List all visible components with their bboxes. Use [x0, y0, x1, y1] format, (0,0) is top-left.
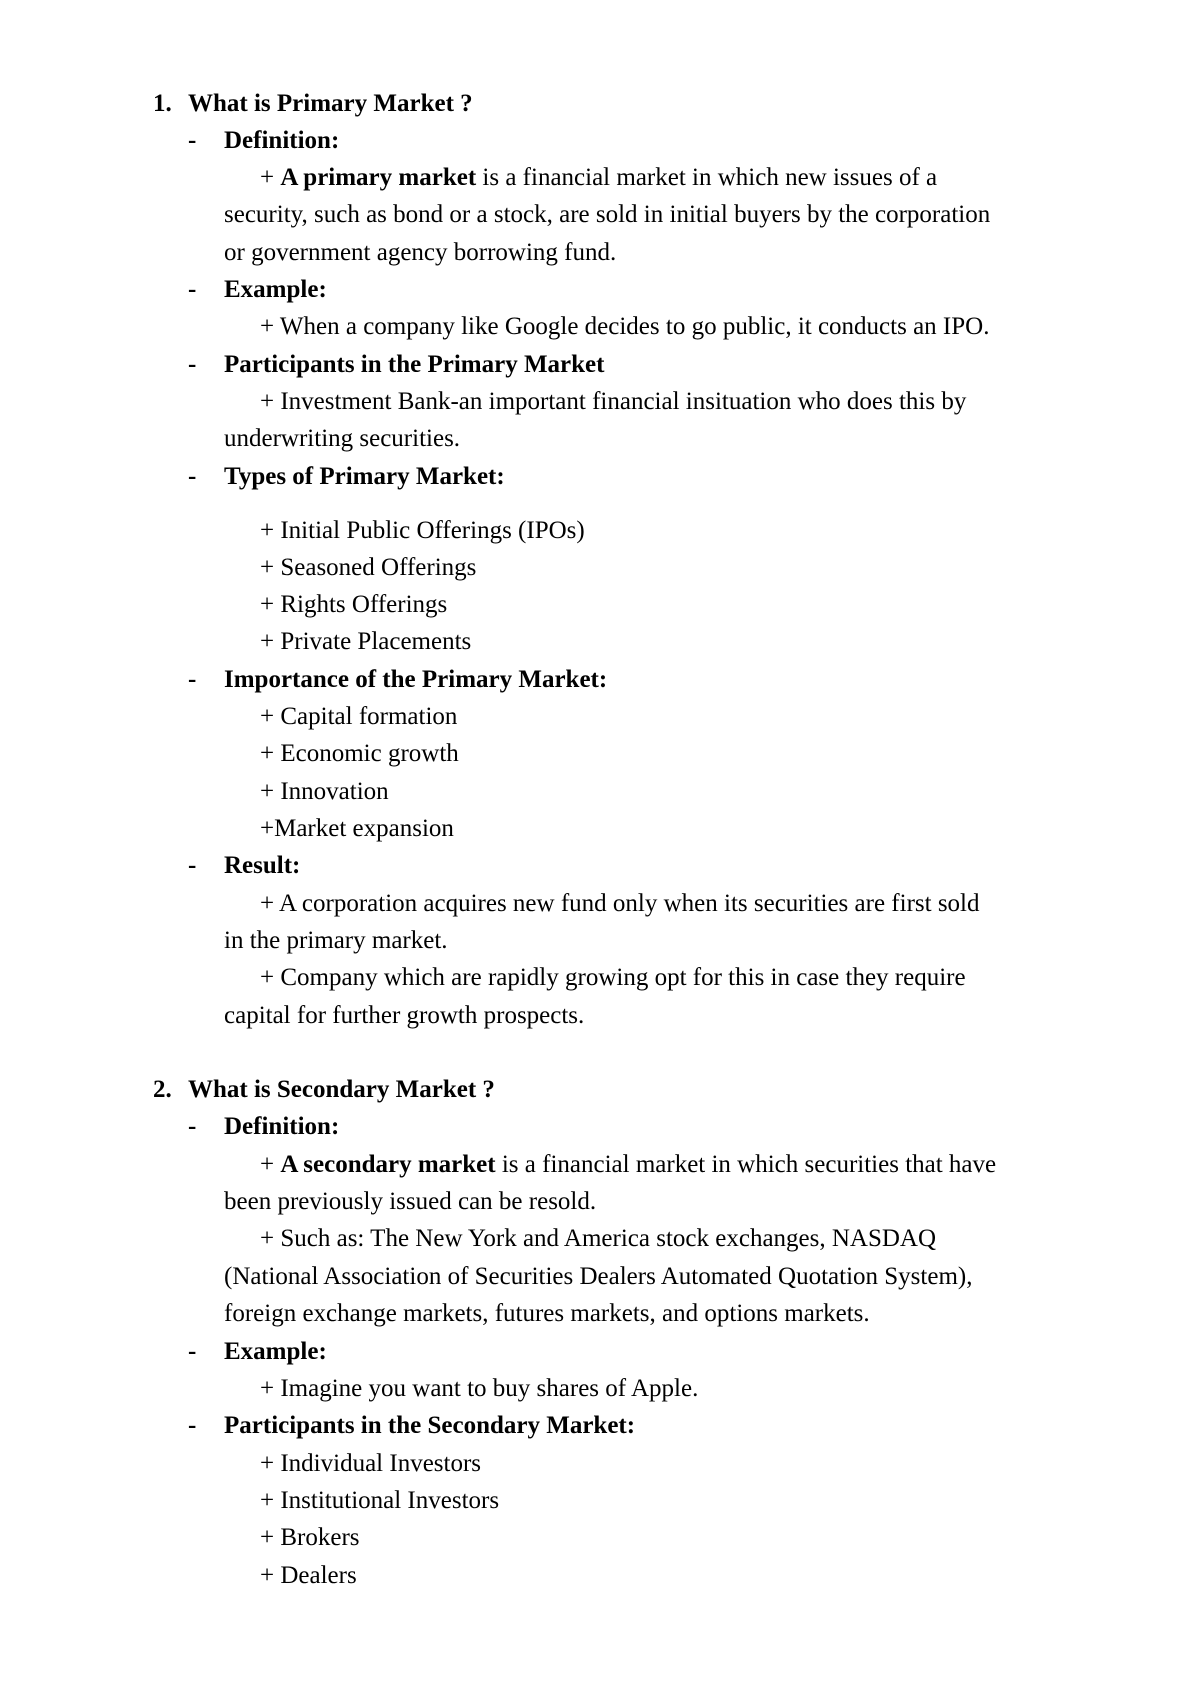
bullet-dash: -	[188, 276, 197, 303]
bullet-dash: -	[188, 666, 197, 693]
participants-line-2: underwriting securities.	[224, 425, 461, 452]
list-item-text: Market expansion	[274, 815, 454, 842]
list-item-text: Innovation	[280, 778, 389, 805]
list-item-text: Private Placements	[280, 628, 472, 655]
definition-text: is a financial market in which new issues of a	[476, 164, 938, 191]
list-item: + Individual Investors	[260, 1450, 482, 1477]
definition-line-3: or government agency borrowing fund.	[224, 239, 617, 266]
definition-term: A secondary market	[280, 1151, 496, 1178]
bullet-dash: -	[188, 463, 197, 490]
list-item-text: Capital formation	[280, 703, 458, 730]
list-item: + Seasoned Offerings	[260, 554, 477, 581]
definition-label: Definition:	[224, 1113, 340, 1140]
bullet-dash: -	[188, 1338, 197, 1365]
list-item: + Economic growth	[260, 740, 459, 767]
list-item-text: Brokers	[280, 1524, 360, 1551]
definition-text: Such as: The New York and America stock exchanges, NASDAQ	[280, 1225, 937, 1252]
list-item-text: Rights Offerings	[280, 591, 448, 618]
definition-label: Definition:	[224, 127, 340, 154]
list-item-text: Dealers	[280, 1562, 357, 1589]
list-item-text: Initial Public Offerings (IPOs)	[280, 517, 585, 544]
result-label: Result:	[224, 852, 301, 879]
definition-line-5: foreign exchange markets, futures markets, and options markets.	[224, 1300, 870, 1327]
list-item-text: Seasoned Offerings	[280, 554, 477, 581]
definition-line-1: + A secondary market is a financial market in which securities that have	[260, 1151, 997, 1178]
example-label: Example:	[224, 1338, 327, 1365]
result-text: Company which are rapidly growing opt for this in case they require	[280, 964, 966, 991]
section-title: What is Secondary Market ?	[188, 1076, 495, 1103]
section-title: What is Primary Market ?	[188, 90, 473, 117]
list-item-text: Individual Investors	[280, 1450, 482, 1477]
list-item: +Market expansion	[260, 815, 454, 842]
list-item: + Private Placements	[260, 628, 472, 655]
definition-line-3: + Such as: The New York and America stock exchanges, NASDAQ	[260, 1225, 937, 1252]
result-line-1: + A corporation acquires new fund only when its securities are first sold	[260, 890, 980, 917]
example-line: + When a company like Google decides to go public, it conducts an IPO.	[260, 313, 990, 340]
list-item: + Institutional Investors	[260, 1487, 500, 1514]
definition-line-2: been previously issued can be resold.	[224, 1188, 597, 1215]
bullet-dash: -	[188, 1412, 197, 1439]
list-item: + Innovation	[260, 778, 389, 805]
list-item: + Initial Public Offerings (IPOs)	[260, 517, 585, 544]
list-item: + Brokers	[260, 1524, 360, 1551]
result-text: A corporation acquires new fund only when its securities are first sold	[278, 890, 980, 917]
participants-label: Participants in the Secondary Market:	[224, 1412, 636, 1439]
bullet-dash: -	[188, 1113, 197, 1140]
importance-label: Importance of the Primary Market:	[224, 666, 608, 693]
example-label: Example:	[224, 276, 327, 303]
result-line-3: + Company which are rapidly growing opt for this in case they require	[260, 964, 966, 991]
list-item: + Dealers	[260, 1562, 357, 1589]
definition-line-1: + A primary market is a financial market in which new issues of a	[260, 164, 938, 191]
definition-line-2: security, such as bond or a stock, are sold in initial buyers by the corporation	[224, 201, 991, 228]
definition-text: is a financial market in which securities that have	[495, 1151, 997, 1178]
participants-label: Participants in the Primary Market	[224, 351, 605, 378]
example-text: When a company like Google decides to go public, it conducts an IPO.	[279, 313, 990, 340]
definition-line-4: (National Association of Securities Dealers Automated Quotation System),	[224, 1263, 973, 1290]
list-item: + Rights Offerings	[260, 591, 448, 618]
list-item: + Capital formation	[260, 703, 458, 730]
bullet-dash: -	[188, 351, 197, 378]
bullet-dash: -	[188, 852, 197, 879]
section-number: 2.	[153, 1076, 172, 1103]
example-line: + Imagine you want to buy shares of Apple.	[260, 1375, 699, 1402]
types-label: Types of Primary Market:	[224, 463, 505, 490]
participants-text: Investment Bank-an important financial insituation who does this by	[280, 388, 967, 415]
list-item-text: Institutional Investors	[280, 1487, 500, 1514]
result-line-2: in the primary market.	[224, 927, 448, 954]
list-item-text: Economic growth	[280, 740, 459, 767]
bullet-dash: -	[188, 127, 197, 154]
definition-term: A primary market	[280, 164, 477, 191]
section-number: 1.	[153, 90, 172, 117]
participants-line-1: + Investment Bank-an important financial insituation who does this by	[260, 388, 967, 415]
example-text: Imagine you want to buy shares of Apple.	[280, 1375, 699, 1402]
result-line-4: capital for further growth prospects.	[224, 1002, 585, 1029]
